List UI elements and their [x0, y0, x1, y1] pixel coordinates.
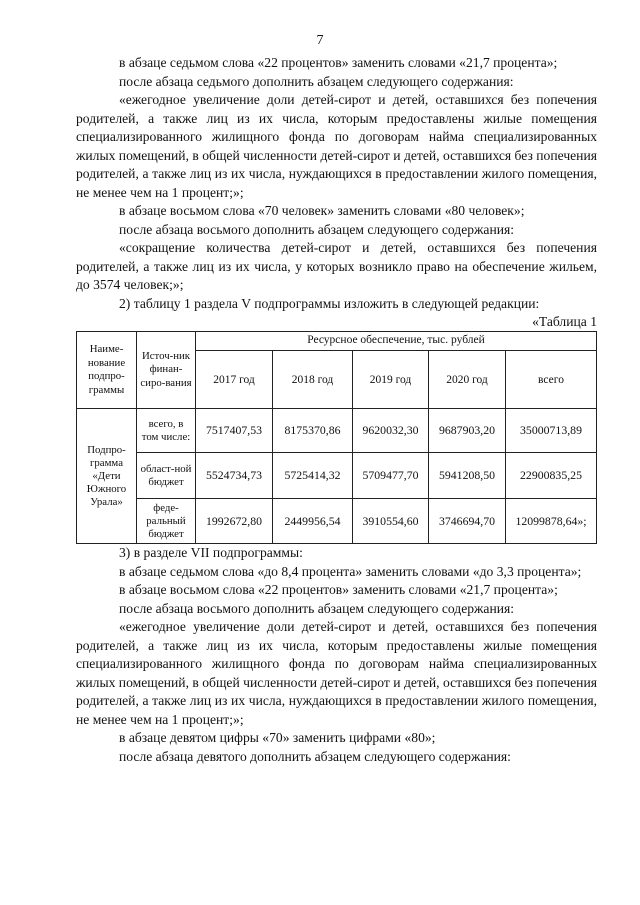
- source-cell: всего, в том числе:: [137, 409, 196, 453]
- paragraph: в абзаце восьмом слова «22 процентов» заменить словами «21,7 процента»;: [119, 582, 558, 597]
- paragraph: 2) таблицу 1 раздела V подпрограммы изложить в следующей редакции:: [119, 295, 540, 311]
- value-cell: 7517407,53: [196, 409, 273, 453]
- header-funding-source: Источ-ник финан-сиро-вания: [137, 332, 196, 409]
- value-cell: 1992672,80: [196, 499, 273, 544]
- header-program-name: Наиме-нование подпро-граммы: [77, 332, 137, 409]
- page-number: 7: [316, 33, 324, 48]
- value-cell: 3910554,60: [353, 499, 429, 544]
- paragraph: после абзаца седьмого дополнить абзацем следующего содержания:: [119, 73, 514, 89]
- value-cell: 22900835,25: [506, 453, 597, 499]
- paragraph: «сокращение количества детей-сирот и детей, оставшихся без попечения родителей, а также лиц из их числа, у которых возникло право на обеспечение жильем, до 3574 человек;»;: [76, 240, 597, 292]
- value-cell: 5725414,32: [273, 453, 353, 499]
- value-cell: 5709477,70: [353, 453, 429, 499]
- header-total: всего: [506, 351, 597, 409]
- paragraph: в абзаце седьмом слова «до 8,4 процента» заменить словами «до 3,3 процента»;: [119, 563, 582, 579]
- value-cell: 9620032,30: [353, 409, 429, 453]
- resource-table: [76, 331, 597, 544]
- paragraph: после абзаца восьмого дополнить абзацем следующего содержания:: [119, 221, 515, 237]
- table-caption: «Таблица 1: [532, 314, 597, 329]
- header-year: 2020 год: [429, 351, 506, 409]
- header-year: 2018 год: [273, 351, 353, 409]
- paragraph: после абзаца девятого дополнить абзацем следующего содержания:: [119, 748, 511, 764]
- value-cell: 5941208,50: [429, 453, 506, 499]
- paragraph: в абзаце восьмом слова «70 человек» заменить словами «80 человек»;: [119, 203, 525, 218]
- paragraph: «ежегодное увеличение доли детей-сирот и детей, оставшихся без попечения родителей, а также лиц из их числа, которым предоставлены жилые помещения специализированного жилищного фонда по договорам найма специализированных жилых помещений, в общей численности детей-сирот и детей, оставшихся без попечения родителей, а также лиц из их числа, нуждающихся в предоставлении жилого помещения, не менее чем на 1 процент;»;: [76, 92, 597, 200]
- source-cell: феде-ральный бюджет: [137, 499, 196, 544]
- value-cell: 3746694,70: [429, 499, 506, 544]
- value-cell: 12099878,64»;: [506, 499, 597, 544]
- paragraph: в абзаце девятом цифры «70» заменить цифрами «80»;: [119, 730, 436, 745]
- paragraph: «ежегодное увеличение доли детей-сирот и детей, оставшихся без попечения родителей, а также лиц из их числа, которым предоставлены жилые помещения специализированного жилищного фонда по договорам найма специализированных жилых помещений, в общей численности детей-сирот и детей, оставшихся без попечения родителей, а также лиц из их числа, нуждающихся в предоставлении жилого помещения, не менее чем на 1 процент;»;: [76, 619, 597, 727]
- header-resource: Ресурсное обеспечение, тыс. рублей: [196, 332, 597, 351]
- paragraph: в абзаце седьмом слова «22 процентов» заменить словами «21,7 процента»;: [119, 55, 558, 70]
- header-year: 2017 год: [196, 351, 273, 409]
- program-name: Подпро-грамма «Дети Южного Урала»: [77, 409, 137, 544]
- table-row: [77, 453, 597, 499]
- paragraph: после абзаца восьмого дополнить абзацем следующего содержания:: [119, 600, 515, 616]
- value-cell: 9687903,20: [429, 409, 506, 453]
- table-row: [77, 409, 597, 453]
- value-cell: 35000713,89: [506, 409, 597, 453]
- paragraph: 3) в разделе VII подпрограммы:: [119, 545, 303, 560]
- table-row: [77, 499, 597, 544]
- value-cell: 5524734,73: [196, 453, 273, 499]
- document-body: [76, 54, 597, 766]
- header-year: 2019 год: [353, 351, 429, 409]
- value-cell: 8175370,86: [273, 409, 353, 453]
- source-cell: област-ной бюджет: [137, 453, 196, 499]
- value-cell: 2449956,54: [273, 499, 353, 544]
